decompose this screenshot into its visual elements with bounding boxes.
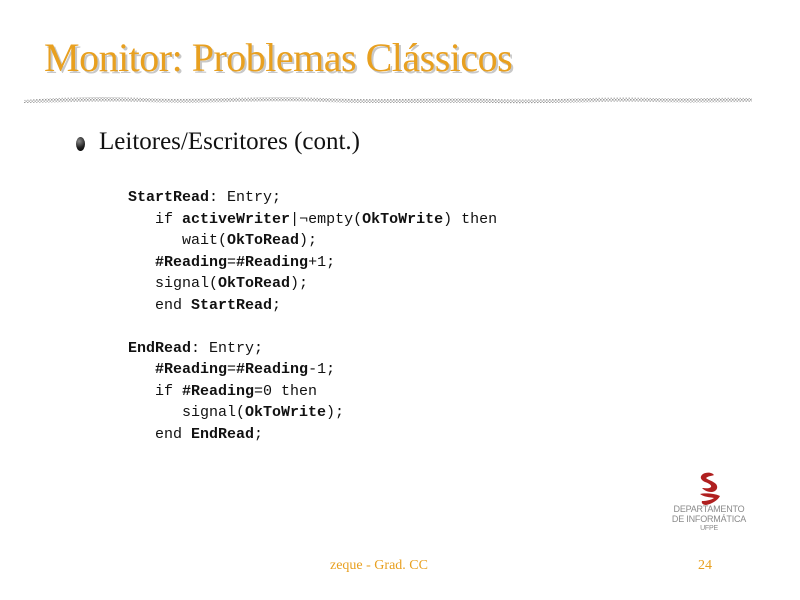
code-line [128,424,497,446]
code-line [128,187,497,209]
bullet-text: Leitores/Escritores (cont.) [99,128,361,155]
code-line [128,295,497,317]
logo-line: DEPARTAMENTO [673,504,745,514]
code-text: -1; [308,361,336,378]
department-logo [664,472,754,542]
code-text: ); [299,232,318,249]
page-number: 24 [698,558,712,573]
code-line [128,209,497,231]
code-text: wait( [182,232,228,249]
code-identifier: activeWriter [182,210,291,228]
code-text: ; [272,296,282,314]
code-identifier: #Reading [236,361,309,378]
code-line [128,273,497,295]
department-logo-icon [694,472,724,506]
logo-line: DE INFORMÁTICA [671,514,747,524]
bullet-icon [76,137,85,151]
code-identifier: EndRead [128,339,192,357]
code-spacer [128,316,497,338]
department-logo-text [664,504,754,534]
title-divider [24,93,752,105]
logo-line: UFPE [700,525,718,532]
code-identifier: OkToRead [218,275,291,292]
code-line [128,359,497,381]
code-line [128,338,497,360]
code-keyword: if [155,382,183,400]
code-keyword: if [155,210,183,228]
code-text: signal( [182,404,246,421]
code-text: = [227,253,237,271]
code-identifier: EndRead [191,425,255,443]
code-text: = [227,361,237,378]
code-identifier: #Reading [236,253,309,271]
code-identifier: StartRead [191,296,273,314]
bullet-item [76,128,360,156]
code-identifier: #Reading [155,361,228,378]
code-text: ); [326,404,345,421]
code-text: signal( [155,275,219,292]
footer-author: zeque - Grad. CC [330,558,428,573]
code-block [128,187,497,445]
code-text: |¬empty( [290,210,363,228]
code-identifier: #Reading [182,382,255,400]
code-text: +1; [308,253,336,271]
code-identifier: OkToRead [227,232,300,249]
code-text: : Entry; [209,189,282,206]
code-identifier: OkToWrite [362,210,444,228]
code-identifier: OkToWrite [245,404,327,421]
code-identifier: #Reading [155,253,228,271]
code-line [128,381,497,403]
code-line [128,402,497,424]
code-keyword: end [155,296,192,314]
code-identifier: StartRead [128,189,210,206]
code-keyword: end [155,425,192,443]
slide-title: Monitor: Problemas Clássicos [44,35,513,80]
code-text: =0 then [254,382,318,400]
code-text: ) then [443,210,498,228]
code-text: ; [254,425,264,443]
code-line [128,252,497,274]
code-text: : Entry; [191,339,264,357]
code-line [128,230,497,252]
code-text: ); [290,275,309,292]
